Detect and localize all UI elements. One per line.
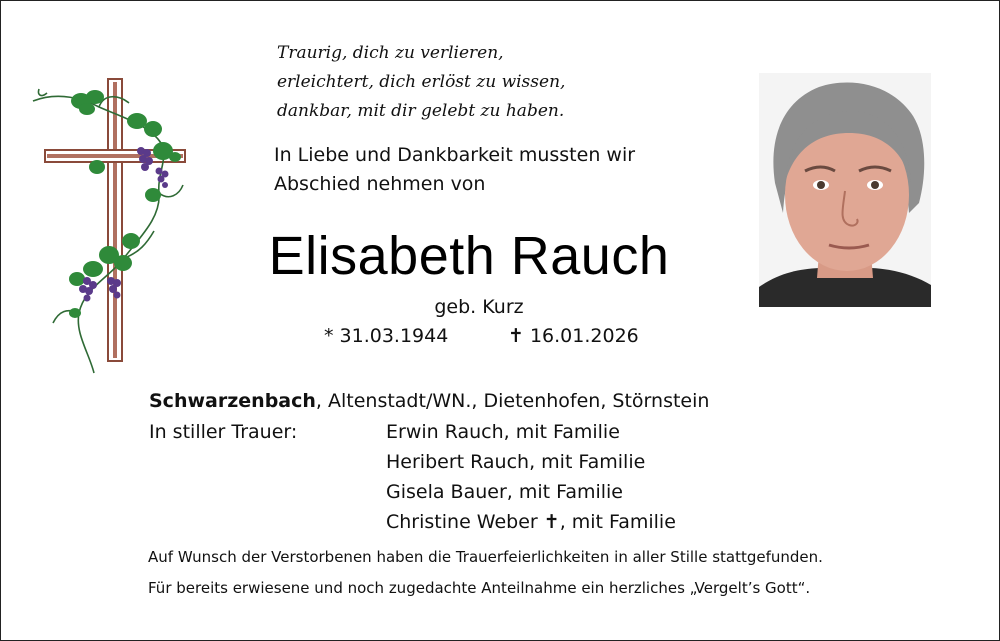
death-date: 16.01.2026: [529, 325, 639, 347]
deceased-name: Elisabeth Rauch: [268, 226, 670, 286]
place-others: , Altenstadt/WN., Dietenhofen, Störnstein: [315, 390, 710, 412]
poem-line: Traurig, dich zu verlieren,: [277, 43, 504, 63]
life-dates: [324, 322, 639, 350]
places-line: [149, 386, 709, 416]
cross-icon: ✝: [543, 511, 560, 533]
place-main: Schwarzenbach: [149, 390, 316, 412]
intro-line: In Liebe und Dankbarkeit mussten wir: [274, 144, 636, 166]
mourner-entry: [386, 507, 676, 537]
mourner-suffix: , mit Familie: [559, 511, 676, 533]
mourner-name: Christine Weber: [386, 511, 544, 533]
poem-verse: [277, 39, 697, 126]
mourners-list: [386, 417, 676, 537]
birth-date: * 31.03.1944: [324, 325, 449, 347]
poem-line: erleichtert, dich erlöst zu wissen,: [277, 72, 566, 92]
intro-line: Abschied nehmen von: [274, 173, 486, 195]
intro-text: [274, 141, 714, 199]
birth-name: geb. Kurz: [434, 296, 524, 318]
death-cross-icon: ✝: [508, 325, 524, 347]
poem-line: dankbar, mit dir gelebt zu haben.: [277, 101, 565, 121]
mourner-entry: Heribert Rauch, mit Familie: [386, 451, 646, 473]
footer-line: Für bereits erwiesene und noch zugedachte Anteilnahme ein herzliches „Vergelt’s Gott“.: [148, 579, 811, 597]
mourner-entry: Erwin Rauch, mit Familie: [386, 421, 620, 443]
footer-text: [148, 542, 823, 604]
footer-line: Auf Wunsch der Verstorbenen haben die Trauerfeierlichkeiten in aller Stille stattgefunden.: [148, 548, 823, 566]
mourner-entry: Gisela Bauer, mit Familie: [386, 481, 623, 503]
mourning-label: In stiller Trauer:: [149, 421, 298, 443]
